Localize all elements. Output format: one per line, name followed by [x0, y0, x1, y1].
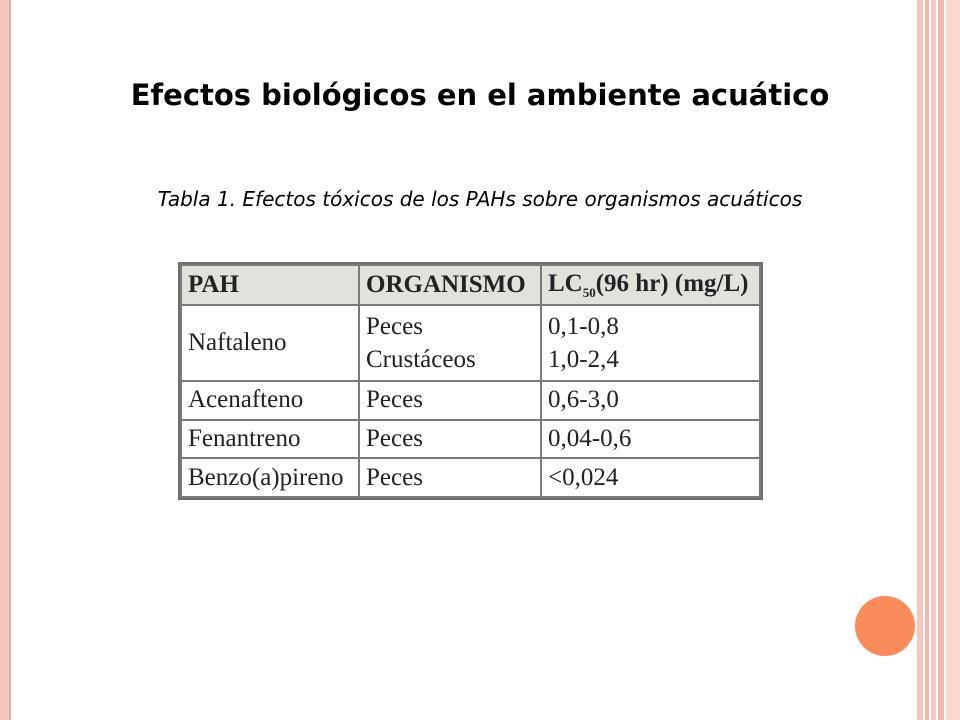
table-caption: Tabla 1. Efectos tóxicos de los PAHs sobre organismos acuáticos — [157, 187, 803, 211]
header-lc50-suffix: (96 hr) (mg/L) — [595, 269, 749, 297]
table-row — [181, 305, 760, 381]
organismo-item: Peces — [366, 313, 423, 340]
table-row — [181, 420, 760, 459]
table-row — [181, 458, 760, 497]
slide-title: Efectos biológicos en el ambiente acuático — [130, 78, 830, 112]
header-lc50 — [541, 265, 760, 305]
cell-organismo: Peces — [359, 381, 541, 420]
organismo-item: Crustáceos — [366, 346, 476, 373]
cell-pah: Acenafteno — [181, 381, 359, 420]
table-row — [181, 381, 760, 420]
cell-lc50: <0,024 — [541, 458, 760, 497]
header-organismo: ORGANISMO — [359, 265, 541, 305]
cell-pah: Benzo(a)pireno — [181, 458, 359, 497]
toxicity-table — [178, 262, 763, 500]
cell-lc50: 0,04-0,6 — [541, 420, 760, 459]
lc50-value: 0,1-0,8 — [548, 313, 619, 340]
cell-pah: Fenantreno — [181, 420, 359, 459]
header-lc50-subscript: 50 — [582, 284, 596, 300]
table-header-row — [181, 265, 760, 305]
cell-lc50: 0,6-3,0 — [541, 381, 760, 420]
cell-lc50 — [541, 305, 760, 381]
cell-organismo: Peces — [359, 458, 541, 497]
cell-pah: Naftaleno — [181, 305, 359, 381]
cell-organismo — [359, 305, 541, 381]
header-lc50-prefix: LC — [548, 269, 583, 297]
cell-organismo: Peces — [359, 420, 541, 459]
decorative-circle — [855, 596, 915, 656]
header-pah: PAH — [181, 265, 359, 305]
lc50-value: 1,0-2,4 — [548, 346, 619, 373]
